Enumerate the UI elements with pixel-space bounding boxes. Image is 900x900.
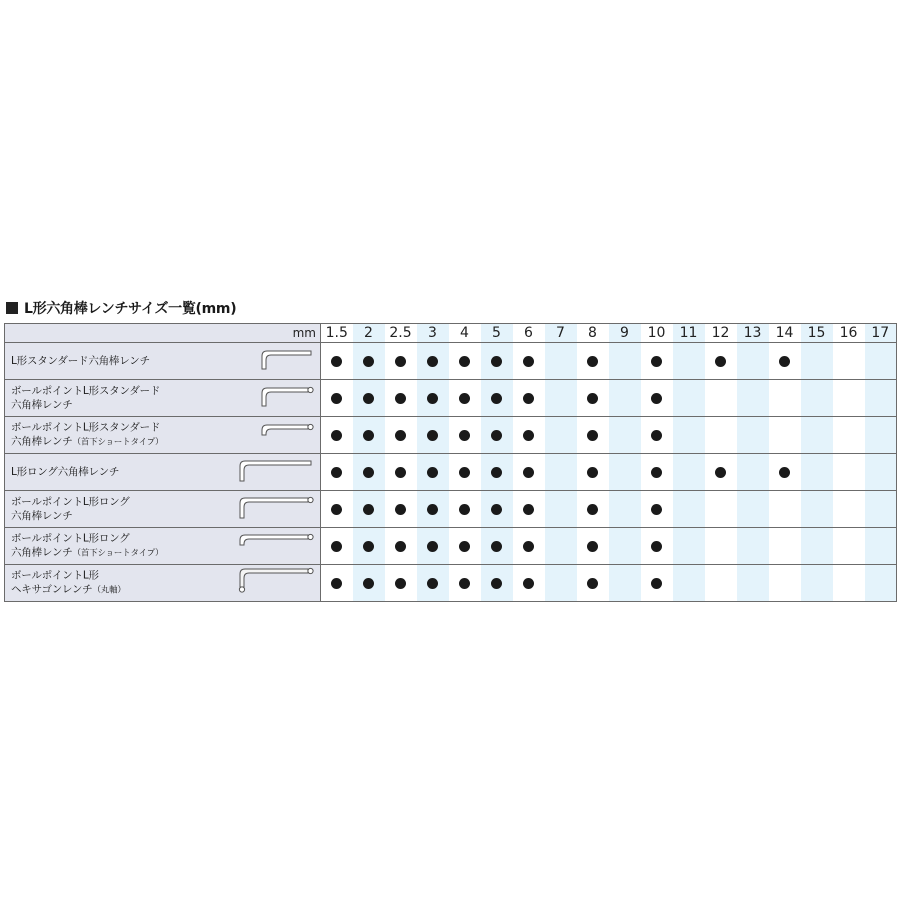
size-cell-5 — [481, 565, 513, 602]
available-dot-icon — [523, 541, 534, 552]
available-dot-icon — [523, 467, 534, 478]
product-name-line2-text: 六角棒レンチ — [11, 435, 73, 448]
size-cell-2 — [353, 565, 385, 602]
square-bullet-icon — [6, 302, 18, 314]
size-cell-9 — [609, 528, 641, 565]
product-name-cell — [5, 565, 321, 602]
product-note: （丸軸） — [92, 585, 126, 596]
product-note: （首下ショートタイプ） — [72, 548, 164, 559]
available-dot-icon — [523, 393, 534, 404]
size-cell-2 — [353, 417, 385, 454]
size-cell-17 — [865, 454, 897, 491]
size-cell-12 — [705, 417, 737, 454]
size-cell-4 — [449, 454, 481, 491]
product-name — [11, 532, 211, 561]
size-cell-10 — [641, 528, 673, 565]
product-name-cell — [5, 417, 321, 454]
size-header-cell: 15 — [801, 324, 833, 343]
available-dot-icon — [587, 467, 598, 478]
size-cell-11 — [673, 343, 705, 380]
header-row — [5, 324, 897, 343]
size-cell-8 — [577, 565, 609, 602]
available-dot-icon — [459, 356, 470, 367]
available-dot-icon — [651, 430, 662, 441]
size-cell-2 — [353, 343, 385, 380]
size-cell-5 — [481, 454, 513, 491]
size-cell-7 — [545, 343, 577, 380]
size-cell-4 — [449, 565, 481, 602]
size-cell-2.5 — [385, 528, 417, 565]
product-name-cell — [5, 454, 321, 491]
size-cell-11 — [673, 454, 705, 491]
available-dot-icon — [427, 504, 438, 515]
size-cell-14 — [769, 417, 801, 454]
table-row — [5, 380, 897, 417]
product-name-line2 — [11, 583, 211, 598]
size-cell-14 — [769, 454, 801, 491]
size-header-cell: 11 — [673, 324, 705, 343]
size-table — [4, 323, 897, 602]
size-cell-4 — [449, 491, 481, 528]
size-cell-16 — [833, 417, 865, 454]
product-name-cell — [5, 491, 321, 528]
size-header-cell: 4 — [449, 324, 481, 343]
size-cell-17 — [865, 565, 897, 602]
size-cell-1.5 — [321, 343, 353, 380]
size-cell-1.5 — [321, 491, 353, 528]
size-cell-3 — [417, 491, 449, 528]
available-dot-icon — [363, 504, 374, 515]
size-cell-12 — [705, 565, 737, 602]
size-cell-5 — [481, 528, 513, 565]
size-cell-15 — [801, 380, 833, 417]
size-cell-15 — [801, 454, 833, 491]
short-ballpoint-wrench-icon — [258, 382, 314, 414]
size-cell-7 — [545, 380, 577, 417]
size-cell-7 — [545, 528, 577, 565]
size-header-cell: 10 — [641, 324, 673, 343]
size-cell-10 — [641, 565, 673, 602]
size-cell-5 — [481, 380, 513, 417]
long-ballpoint-wrench-icon — [236, 492, 314, 526]
size-cell-1.5 — [321, 454, 353, 491]
size-table-body — [5, 324, 897, 602]
product-name — [11, 384, 211, 412]
available-dot-icon — [331, 578, 342, 589]
size-cell-4 — [449, 343, 481, 380]
available-dot-icon — [651, 578, 662, 589]
available-dot-icon — [363, 541, 374, 552]
available-dot-icon — [363, 356, 374, 367]
size-cell-10 — [641, 380, 673, 417]
available-dot-icon — [427, 356, 438, 367]
table-row — [5, 565, 897, 602]
size-cell-16 — [833, 565, 865, 602]
available-dot-icon — [491, 393, 502, 404]
available-dot-icon — [395, 393, 406, 404]
size-cell-16 — [833, 380, 865, 417]
available-dot-icon — [363, 578, 374, 589]
product-name-line2-text: 六角棒レンチ — [11, 399, 73, 411]
size-cell-6 — [513, 528, 545, 565]
size-cell-10 — [641, 417, 673, 454]
size-header-cell: 9 — [609, 324, 641, 343]
size-cell-5 — [481, 417, 513, 454]
available-dot-icon — [331, 467, 342, 478]
product-name-line2 — [11, 546, 211, 561]
available-dot-icon — [523, 356, 534, 367]
table-row — [5, 343, 897, 380]
size-table-wrapper — [4, 323, 896, 602]
short-ballpoint-shortneck-wrench-icon — [258, 419, 314, 451]
available-dot-icon — [363, 467, 374, 478]
available-dot-icon — [779, 356, 790, 367]
available-dot-icon — [331, 541, 342, 552]
long-standard-wrench-icon — [236, 455, 314, 489]
table-row — [5, 417, 897, 454]
size-cell-7 — [545, 454, 577, 491]
available-dot-icon — [523, 430, 534, 441]
available-dot-icon — [715, 467, 726, 478]
unit-label: mm — [5, 324, 321, 343]
size-cell-6 — [513, 417, 545, 454]
size-cell-5 — [481, 491, 513, 528]
size-header-cell: 1.5 — [321, 324, 353, 343]
size-cell-8 — [577, 343, 609, 380]
product-name-line2-text: 六角棒レンチ — [11, 546, 73, 559]
size-cell-17 — [865, 343, 897, 380]
size-cell-15 — [801, 528, 833, 565]
available-dot-icon — [779, 467, 790, 478]
size-header-cell: 2 — [353, 324, 385, 343]
size-cell-3 — [417, 565, 449, 602]
product-name-line2 — [11, 509, 211, 523]
size-cell-9 — [609, 454, 641, 491]
available-dot-icon — [491, 430, 502, 441]
size-cell-14 — [769, 565, 801, 602]
size-cell-2.5 — [385, 380, 417, 417]
size-cell-8 — [577, 417, 609, 454]
size-cell-11 — [673, 565, 705, 602]
size-cell-15 — [801, 343, 833, 380]
size-cell-3 — [417, 380, 449, 417]
size-cell-16 — [833, 454, 865, 491]
size-cell-3 — [417, 343, 449, 380]
available-dot-icon — [651, 541, 662, 552]
size-cell-7 — [545, 491, 577, 528]
size-cell-2 — [353, 454, 385, 491]
product-name-line2-text: ヘキサゴンレンチ — [11, 583, 93, 596]
size-cell-16 — [833, 343, 865, 380]
size-cell-8 — [577, 491, 609, 528]
available-dot-icon — [459, 393, 470, 404]
size-cell-7 — [545, 565, 577, 602]
size-cell-9 — [609, 343, 641, 380]
size-cell-11 — [673, 380, 705, 417]
size-header-cell: 17 — [865, 324, 897, 343]
available-dot-icon — [587, 541, 598, 552]
size-cell-13 — [737, 528, 769, 565]
size-cell-1.5 — [321, 380, 353, 417]
available-dot-icon — [427, 430, 438, 441]
size-cell-13 — [737, 417, 769, 454]
short-standard-wrench-icon — [258, 345, 314, 377]
long-ballpoint-shortneck-wrench-icon — [236, 529, 314, 563]
product-name-line1: ボールポイントL形ロング — [11, 496, 130, 508]
size-cell-2.5 — [385, 454, 417, 491]
product-name-line1: ボールポイントL形スタンダード — [11, 421, 161, 434]
size-cell-12 — [705, 380, 737, 417]
size-cell-15 — [801, 565, 833, 602]
product-note: （首下ショートタイプ） — [72, 437, 164, 448]
size-cell-6 — [513, 565, 545, 602]
size-cell-1.5 — [321, 565, 353, 602]
available-dot-icon — [427, 393, 438, 404]
available-dot-icon — [651, 467, 662, 478]
available-dot-icon — [427, 578, 438, 589]
available-dot-icon — [395, 578, 406, 589]
available-dot-icon — [587, 578, 598, 589]
size-cell-10 — [641, 454, 673, 491]
available-dot-icon — [395, 504, 406, 515]
size-cell-2 — [353, 491, 385, 528]
size-cell-10 — [641, 491, 673, 528]
size-cell-4 — [449, 528, 481, 565]
available-dot-icon — [331, 504, 342, 515]
size-cell-2.5 — [385, 491, 417, 528]
table-row — [5, 491, 897, 528]
size-cell-8 — [577, 528, 609, 565]
size-cell-15 — [801, 417, 833, 454]
available-dot-icon — [491, 356, 502, 367]
available-dot-icon — [331, 393, 342, 404]
size-cell-8 — [577, 454, 609, 491]
size-cell-4 — [449, 380, 481, 417]
size-cell-16 — [833, 528, 865, 565]
available-dot-icon — [651, 393, 662, 404]
size-cell-13 — [737, 491, 769, 528]
available-dot-icon — [523, 578, 534, 589]
available-dot-icon — [587, 430, 598, 441]
size-header-cell: 3 — [417, 324, 449, 343]
size-cell-9 — [609, 380, 641, 417]
product-name-line1: L形ロング六角棒レンチ — [11, 466, 120, 478]
available-dot-icon — [587, 504, 598, 515]
available-dot-icon — [459, 541, 470, 552]
product-name — [11, 354, 211, 368]
product-name-line2-text: 六角棒レンチ — [11, 510, 73, 522]
size-header-cell: 7 — [545, 324, 577, 343]
available-dot-icon — [523, 504, 534, 515]
size-header-cell: 14 — [769, 324, 801, 343]
size-cell-7 — [545, 417, 577, 454]
size-cell-10 — [641, 343, 673, 380]
size-cell-6 — [513, 343, 545, 380]
size-header-cell: 13 — [737, 324, 769, 343]
product-name-cell — [5, 380, 321, 417]
size-cell-4 — [449, 417, 481, 454]
available-dot-icon — [395, 467, 406, 478]
size-cell-5 — [481, 343, 513, 380]
size-cell-13 — [737, 380, 769, 417]
available-dot-icon — [715, 356, 726, 367]
size-header-cell: 5 — [481, 324, 513, 343]
available-dot-icon — [459, 430, 470, 441]
size-cell-15 — [801, 491, 833, 528]
size-cell-2 — [353, 380, 385, 417]
size-cell-17 — [865, 528, 897, 565]
size-cell-2.5 — [385, 343, 417, 380]
available-dot-icon — [491, 504, 502, 515]
size-header-cell: 8 — [577, 324, 609, 343]
table-row — [5, 528, 897, 565]
size-cell-6 — [513, 380, 545, 417]
product-name — [11, 465, 211, 479]
size-header-cell: 6 — [513, 324, 545, 343]
size-header-cell: 16 — [833, 324, 865, 343]
available-dot-icon — [395, 541, 406, 552]
available-dot-icon — [363, 393, 374, 404]
available-dot-icon — [491, 467, 502, 478]
size-cell-17 — [865, 380, 897, 417]
available-dot-icon — [331, 356, 342, 367]
size-cell-1.5 — [321, 417, 353, 454]
product-name-line2 — [11, 435, 211, 450]
size-cell-14 — [769, 380, 801, 417]
product-name — [11, 495, 211, 523]
size-cell-12 — [705, 454, 737, 491]
size-cell-2 — [353, 528, 385, 565]
available-dot-icon — [427, 467, 438, 478]
product-name-cell — [5, 528, 321, 565]
available-dot-icon — [587, 356, 598, 367]
product-name-line1: ボールポイントL形スタンダード — [11, 385, 161, 397]
available-dot-icon — [651, 356, 662, 367]
product-name-line2 — [11, 398, 211, 412]
size-cell-12 — [705, 528, 737, 565]
size-cell-13 — [737, 565, 769, 602]
available-dot-icon — [395, 430, 406, 441]
size-cell-6 — [513, 491, 545, 528]
size-cell-14 — [769, 528, 801, 565]
size-cell-3 — [417, 528, 449, 565]
size-cell-3 — [417, 417, 449, 454]
size-header-cell: 2.5 — [385, 324, 417, 343]
size-cell-9 — [609, 491, 641, 528]
size-cell-14 — [769, 343, 801, 380]
available-dot-icon — [331, 430, 342, 441]
section-title-text: L形六角棒レンチサイズ一覧(mm) — [24, 301, 237, 317]
available-dot-icon — [363, 430, 374, 441]
size-cell-9 — [609, 417, 641, 454]
available-dot-icon — [459, 467, 470, 478]
available-dot-icon — [459, 578, 470, 589]
section-title — [6, 298, 236, 318]
available-dot-icon — [587, 393, 598, 404]
size-header-cell: 12 — [705, 324, 737, 343]
size-cell-11 — [673, 491, 705, 528]
size-cell-14 — [769, 491, 801, 528]
size-cell-13 — [737, 343, 769, 380]
size-cell-8 — [577, 380, 609, 417]
available-dot-icon — [459, 504, 470, 515]
product-name-line1: ボールポイントL形ロング — [11, 532, 130, 545]
size-cell-11 — [673, 528, 705, 565]
size-cell-12 — [705, 343, 737, 380]
available-dot-icon — [491, 541, 502, 552]
size-cell-6 — [513, 454, 545, 491]
available-dot-icon — [491, 578, 502, 589]
product-name — [11, 569, 211, 598]
size-cell-17 — [865, 417, 897, 454]
size-cell-2.5 — [385, 565, 417, 602]
product-name-line1: L形スタンダード六角棒レンチ — [11, 355, 150, 367]
size-cell-13 — [737, 454, 769, 491]
size-cell-11 — [673, 417, 705, 454]
ballpoint-hexagon-wrench-icon — [236, 565, 314, 601]
size-cell-9 — [609, 565, 641, 602]
size-cell-16 — [833, 491, 865, 528]
size-cell-2.5 — [385, 417, 417, 454]
size-cell-1.5 — [321, 528, 353, 565]
available-dot-icon — [651, 504, 662, 515]
product-name-line1: ボールポイントL形 — [11, 569, 99, 582]
product-name — [11, 421, 211, 450]
available-dot-icon — [395, 356, 406, 367]
size-cell-17 — [865, 491, 897, 528]
size-cell-12 — [705, 491, 737, 528]
product-name-cell — [5, 343, 321, 380]
size-cell-3 — [417, 454, 449, 491]
table-row — [5, 454, 897, 491]
available-dot-icon — [427, 541, 438, 552]
